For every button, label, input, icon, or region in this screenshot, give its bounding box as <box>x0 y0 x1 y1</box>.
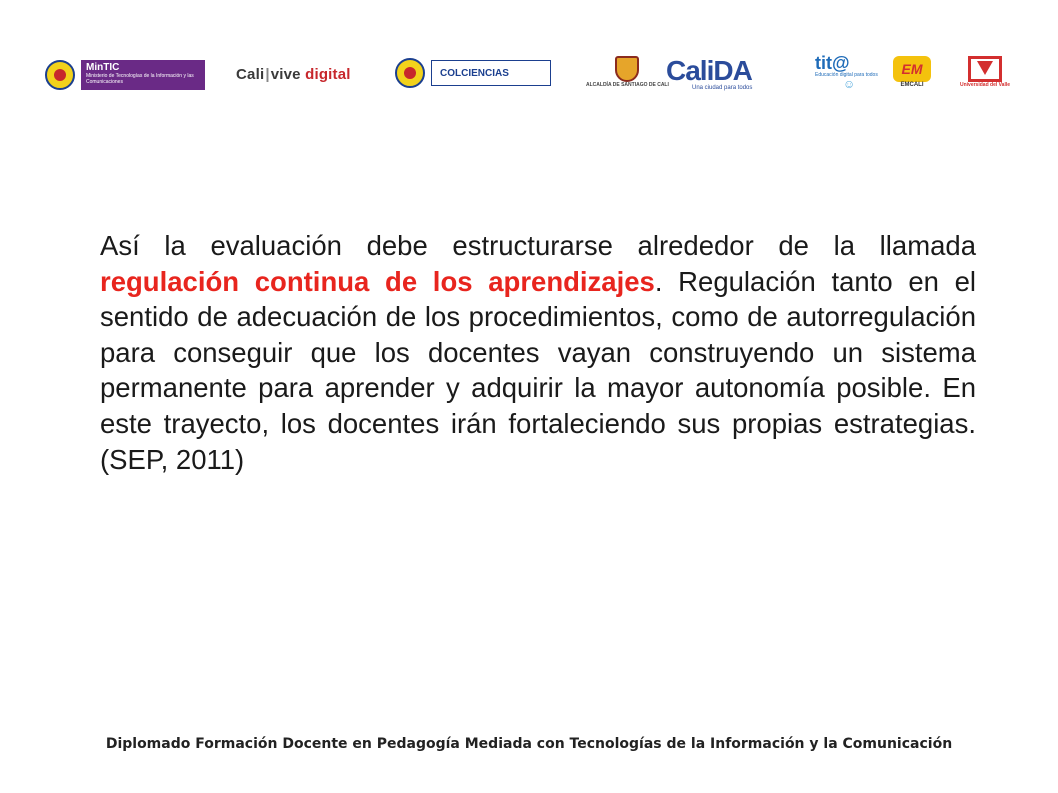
mintic-box <box>81 60 205 90</box>
tita-name: tit@ <box>815 53 850 73</box>
calivive-digital: digital <box>305 66 351 83</box>
calivive-vive: vive <box>270 66 301 83</box>
logo-bar <box>0 52 1058 102</box>
colciencias-logo <box>395 58 551 88</box>
emcali-logo <box>893 56 931 88</box>
alcaldia-name: ALCALDÍA DE SANTIAGO DE CALI <box>586 82 669 88</box>
cali-coat-of-arms-icon <box>615 56 639 82</box>
univalle-logo <box>960 56 1010 88</box>
calivive-cali: Cali <box>236 66 265 83</box>
body-paragraph <box>100 228 976 477</box>
mintic-title: MinTIC <box>86 62 120 73</box>
body-highlight: regulación continua de los aprendizajes <box>100 265 655 297</box>
univalle-mark-icon <box>968 56 1002 82</box>
emcali-name: EMCALI <box>900 82 924 88</box>
cali-vive-digital-logo: Cali | vive digital <box>236 66 351 83</box>
tita-tagline: Educación digital para todos <box>815 72 878 78</box>
footer-text: Diplomado Formación Docente en Pedagogía Mediada con Tecnologías de la Información y la Comunicación <box>105 736 953 752</box>
alcaldia-logo <box>586 56 669 88</box>
mintic-logo <box>45 60 205 90</box>
calida-logo <box>666 57 752 92</box>
univalle-name: Universidad del Valle <box>960 82 1011 88</box>
body-intro: Así la evaluación debe estructurarse alrededor de la llamada <box>100 230 976 261</box>
tita-logo <box>815 54 878 90</box>
colciencias-name: COLCIENCIAS <box>440 67 509 79</box>
mintic-subtitle: Ministerio de Tecnologías de la Información y las Comunicaciones <box>86 73 194 85</box>
calida-name: CaliDA <box>666 55 752 86</box>
smiley-icon: ☺ <box>843 77 856 91</box>
body-rest: . Regulación tanto en el sentido de adecuación de los procedimientos, como de autorregulación para conseguir que los docentes vayan construyendo un sistema permanente para aprender y adquirir la mayor autonomía posible. En este trayecto, los docentes irán fortaleciendo sus propias estrategias. (SEP, 2011) <box>100 265 977 475</box>
colombia-shield-icon <box>45 60 75 90</box>
emcali-mark: EM <box>893 56 931 82</box>
colombia-shield-icon <box>395 58 425 88</box>
colciencias-box <box>431 60 551 86</box>
calida-tagline: Una ciudad para todos <box>692 85 753 91</box>
